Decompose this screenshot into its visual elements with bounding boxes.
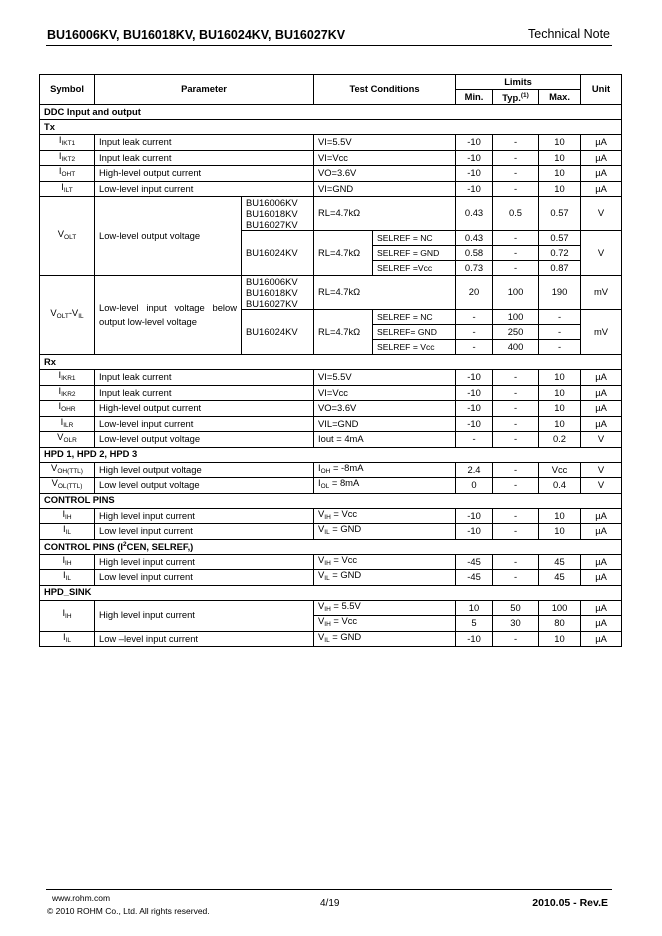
table-row <box>40 197 622 231</box>
unit-cell: V <box>581 432 622 448</box>
parameter-cell: Low level input current <box>95 524 314 540</box>
max-cell: 10 <box>539 385 581 401</box>
condition-cell: RL=4.7kΩ <box>314 310 373 355</box>
symbol-cell: $I_{IL}$ <box>40 631 95 647</box>
symbol-cell: $I_{IKR1}$ <box>40 370 95 386</box>
typ-cell: - <box>493 246 539 261</box>
condition-cell: $V_{IL}$ = GND <box>314 631 456 647</box>
max-cell: 45 <box>539 570 581 586</box>
condition-cell: RL=4.7kΩ <box>314 276 456 310</box>
header-unit: Unit <box>581 75 622 105</box>
max-cell: - <box>539 325 581 340</box>
max-cell: 10 <box>539 524 581 540</box>
model-cell: BU16024KV <box>242 310 314 355</box>
parameter-cell: Low –level input current <box>95 631 314 647</box>
model-cell: BU16006KV BU16018KV BU16027KV <box>242 276 314 310</box>
unit-cell: µA <box>581 150 622 166</box>
typ-cell: - <box>493 370 539 386</box>
parameter-cell: Input leak current <box>95 370 314 386</box>
min-cell: -10 <box>456 631 493 647</box>
max-cell: 0.2 <box>539 432 581 448</box>
condition-cell: RL=4.7kΩ <box>314 197 456 231</box>
selref-cell: SELREF =Vcc <box>373 261 456 276</box>
unit-cell: µA <box>581 554 622 570</box>
typ-cell: 50 <box>493 600 539 616</box>
unit-cell: µA <box>581 631 622 647</box>
condition-cell: $V_{IL}$ = GND <box>314 524 456 540</box>
header-limits: Limits <box>456 75 581 90</box>
typ-cell: - <box>493 432 539 448</box>
table-row <box>40 631 622 647</box>
condition-cell: $V_{IH} = 5.5V$ <box>314 600 456 616</box>
typ-cell: - <box>493 524 539 540</box>
condition-cell: VI=5.5V <box>314 135 456 151</box>
typ-cell: 0.5 <box>493 197 539 231</box>
parameter-cell: High-level output current <box>95 166 314 182</box>
symbol-cell: $I_{ILT}$ <box>40 181 95 197</box>
condition-cell: VO=3.6V <box>314 401 456 417</box>
parameter-cell: Input leak current <box>95 385 314 401</box>
unit-cell: µA <box>581 385 622 401</box>
max-cell: 10 <box>539 631 581 647</box>
min-cell: -10 <box>456 508 493 524</box>
page-number: 4/19 <box>320 898 340 909</box>
section-row <box>40 105 622 120</box>
min-cell: 0.43 <box>456 197 493 231</box>
unit-cell: µA <box>581 616 622 632</box>
table-row <box>40 570 622 586</box>
parameter-cell: Low-level output voltage <box>95 432 314 448</box>
unit-cell: µA <box>581 181 622 197</box>
unit-cell: mV <box>581 276 622 310</box>
min-cell: - <box>456 340 493 355</box>
unit-cell: µA <box>581 135 622 151</box>
section-row <box>40 447 622 462</box>
section-title: Rx <box>40 355 622 370</box>
max-cell: 10 <box>539 416 581 432</box>
table-header-row <box>40 75 622 90</box>
symbol-cell: $I_{IH}$ <box>40 554 95 570</box>
table-row <box>40 478 622 494</box>
typ-cell: - <box>493 508 539 524</box>
section-row <box>40 355 622 370</box>
typ-cell: - <box>493 231 539 246</box>
condition-cell: VI=Vcc <box>314 385 456 401</box>
document-title: BU16006KV, BU16018KV, BU16024KV, BU16027KV <box>47 28 346 42</box>
max-cell: 10 <box>539 135 581 151</box>
unit-cell: V <box>581 462 622 478</box>
max-cell: 45 <box>539 554 581 570</box>
parameter-cell: Input leak current <box>95 135 314 151</box>
section-title: CONTROL PINS ($I^2CEN$, SELREF,) <box>40 539 622 554</box>
table-row <box>40 600 622 616</box>
table-row <box>40 135 622 151</box>
typ-cell: 100 <box>493 310 539 325</box>
selref-cell: SELREF = NC <box>373 231 456 246</box>
header-divider <box>46 45 612 46</box>
max-cell: 10 <box>539 370 581 386</box>
typ-cell: - <box>493 478 539 494</box>
section-row <box>40 493 622 508</box>
max-cell: 0.57 <box>539 197 581 231</box>
max-cell: 10 <box>539 166 581 182</box>
symbol-cell: $I_{IKT2}$ <box>40 150 95 166</box>
typ-cell: - <box>493 570 539 586</box>
parameter-cell: Low-level input current <box>95 181 314 197</box>
table-row <box>40 276 622 310</box>
unit-cell: µA <box>581 570 622 586</box>
parameter-cell: Input leak current <box>95 150 314 166</box>
max-cell: Vcc <box>539 462 581 478</box>
unit-cell: V <box>581 231 622 276</box>
section-title: CONTROL PINS <box>40 493 622 508</box>
model-cell: BU16024KV <box>242 231 314 276</box>
typ-cell: - <box>493 166 539 182</box>
model-cell: BU16006KV BU16018KV BU16027KV <box>242 197 314 231</box>
min-cell: 0.73 <box>456 261 493 276</box>
condition-cell: $I_{OH} = -8mA$ <box>314 462 456 478</box>
parameter-cell: Low level input current <box>95 570 314 586</box>
typ-cell: - <box>493 631 539 647</box>
symbol-cell: $V_{OL(TTL)}$ <box>40 478 95 494</box>
header-max: Max. <box>539 90 581 105</box>
symbol-cell: $I_{IH}$ <box>40 508 95 524</box>
min-cell: 0 <box>456 478 493 494</box>
unit-cell: mV <box>581 310 622 355</box>
table-row <box>40 401 622 417</box>
unit-cell: µA <box>581 508 622 524</box>
min-cell: -10 <box>456 416 493 432</box>
table-row <box>40 166 622 182</box>
footer-url: www.rohm.com <box>52 893 111 903</box>
max-cell: 0.87 <box>539 261 581 276</box>
document-type-label: Technical Note <box>528 27 610 41</box>
table-row <box>40 416 622 432</box>
parameter-cell: High-level output current <box>95 401 314 417</box>
min-cell: -10 <box>456 135 493 151</box>
symbol-cell: $V_{OLT}$ <box>40 197 95 276</box>
table-row <box>40 462 622 478</box>
max-cell: 10 <box>539 401 581 417</box>
typ-cell: - <box>493 401 539 417</box>
unit-cell: µA <box>581 416 622 432</box>
max-cell: 80 <box>539 616 581 632</box>
parameter-cell: High level input current <box>95 554 314 570</box>
max-cell: 0.57 <box>539 231 581 246</box>
min-cell: 2.4 <box>456 462 493 478</box>
table-row <box>40 385 622 401</box>
min-cell: -45 <box>456 554 493 570</box>
unit-cell: µA <box>581 401 622 417</box>
header-min: Min. <box>456 90 493 105</box>
max-cell: 0.72 <box>539 246 581 261</box>
min-cell: -10 <box>456 385 493 401</box>
condition-cell: $V_{IH}$ = Vcc <box>314 554 456 570</box>
typ-cell: - <box>493 416 539 432</box>
min-cell: 10 <box>456 600 493 616</box>
table-row <box>40 554 622 570</box>
unit-cell: µA <box>581 166 622 182</box>
table-row <box>40 524 622 540</box>
section-title: HPD 1, HPD 2, HPD 3 <box>40 447 622 462</box>
symbol-cell: $I_{IL}$ <box>40 524 95 540</box>
condition-cell: $V_{IH}$ = Vcc <box>314 616 456 632</box>
footer-divider <box>46 889 612 890</box>
typ-cell: - <box>493 150 539 166</box>
typ-cell: 30 <box>493 616 539 632</box>
max-cell: - <box>539 310 581 325</box>
unit-cell: V <box>581 197 622 231</box>
symbol-cell: $I_{IL}$ <box>40 570 95 586</box>
condition-cell: $I_{OL} = 8mA$ <box>314 478 456 494</box>
condition-cell: $V_{IL}$ = GND <box>314 570 456 586</box>
typ-cell: - <box>493 181 539 197</box>
header-typ: Typ.$^{(1)}$ <box>493 90 539 105</box>
typ-cell: 250 <box>493 325 539 340</box>
unit-cell: µA <box>581 370 622 386</box>
table-row <box>40 432 622 448</box>
max-cell: - <box>539 340 581 355</box>
table-row <box>40 508 622 524</box>
min-cell: - <box>456 325 493 340</box>
condition-cell: VI=5.5V <box>314 370 456 386</box>
min-cell: - <box>456 432 493 448</box>
selref-cell: SELREF= GND <box>373 325 456 340</box>
symbol-cell: $V_{OH(TTL)}$ <box>40 462 95 478</box>
unit-cell: µA <box>581 600 622 616</box>
symbol-cell: $I_{OHR}$ <box>40 401 95 417</box>
min-cell: 0.43 <box>456 231 493 246</box>
parameter-cell: High level input current <box>95 600 314 631</box>
typ-cell: - <box>493 135 539 151</box>
table-row <box>40 150 622 166</box>
footer-copyright: © 2010 ROHM Co., Ltd. All rights reserved. <box>47 906 210 916</box>
typ-cell: - <box>493 462 539 478</box>
selref-cell: SELREF = GND <box>373 246 456 261</box>
typ-cell: 100 <box>493 276 539 310</box>
parameter-cell: Low-level output voltage <box>95 197 242 276</box>
table-row <box>40 181 622 197</box>
max-cell: 10 <box>539 150 581 166</box>
unit-cell: µA <box>581 524 622 540</box>
parameter-cell: High level input current <box>95 508 314 524</box>
parameter-cell: Low-level input current <box>95 416 314 432</box>
symbol-cell: $I_{IKT1}$ <box>40 135 95 151</box>
symbol-cell: $V_{OLT}-V_{IL}$ <box>40 276 95 355</box>
selref-cell: SELREF = Vcc <box>373 340 456 355</box>
min-cell: -10 <box>456 524 493 540</box>
parameter-cell: High level output voltage <box>95 462 314 478</box>
max-cell: 190 <box>539 276 581 310</box>
section-row <box>40 539 622 554</box>
section-row <box>40 120 622 135</box>
header-symbol: Symbol <box>40 75 95 105</box>
section-title: HPD_SINK <box>40 585 622 600</box>
symbol-cell: $V_{OLR}$ <box>40 432 95 448</box>
revision-label: 2010.05 - Rev.E <box>532 897 608 909</box>
min-cell: -10 <box>456 166 493 182</box>
symbol-cell: $I_{IKR2}$ <box>40 385 95 401</box>
min-cell: 5 <box>456 616 493 632</box>
max-cell: 10 <box>539 181 581 197</box>
min-cell: -10 <box>456 370 493 386</box>
typ-cell: 400 <box>493 340 539 355</box>
typ-cell: - <box>493 554 539 570</box>
section-row <box>40 585 622 600</box>
min-cell: -45 <box>456 570 493 586</box>
min-cell: -10 <box>456 401 493 417</box>
condition-cell: RL=4.7kΩ <box>314 231 373 276</box>
table-row <box>40 370 622 386</box>
symbol-cell: $I_{ILR}$ <box>40 416 95 432</box>
electrical-characteristics-table <box>39 74 622 647</box>
min-cell: - <box>456 310 493 325</box>
condition-cell: VO=3.6V <box>314 166 456 182</box>
condition-cell: VI=GND <box>314 181 456 197</box>
symbol-cell: $I_{OHT}$ <box>40 166 95 182</box>
condition-cell: VI=Vcc <box>314 150 456 166</box>
max-cell: 10 <box>539 508 581 524</box>
condition-cell: VIL=GND <box>314 416 456 432</box>
selref-cell: SELREF = NC <box>373 310 456 325</box>
parameter-cell: Low level output voltage <box>95 478 314 494</box>
min-cell: -10 <box>456 181 493 197</box>
unit-cell: V <box>581 478 622 494</box>
typ-cell: - <box>493 385 539 401</box>
parameter-cell: Low-level input voltage below output low-level voltage <box>95 276 242 355</box>
min-cell: 0.58 <box>456 246 493 261</box>
min-cell: 20 <box>456 276 493 310</box>
condition-cell: $V_{IH}$ = Vcc <box>314 508 456 524</box>
typ-cell: - <box>493 261 539 276</box>
header-test-conditions: Test Conditions <box>314 75 456 105</box>
max-cell: 0.4 <box>539 478 581 494</box>
symbol-cell: $I_{IH}$ <box>40 600 95 631</box>
max-cell: 100 <box>539 600 581 616</box>
section-title: DDC Input and output <box>40 105 622 120</box>
condition-cell: Iout = 4mA <box>314 432 456 448</box>
header-parameter: Parameter <box>95 75 314 105</box>
section-title: Tx <box>40 120 622 135</box>
min-cell: -10 <box>456 150 493 166</box>
